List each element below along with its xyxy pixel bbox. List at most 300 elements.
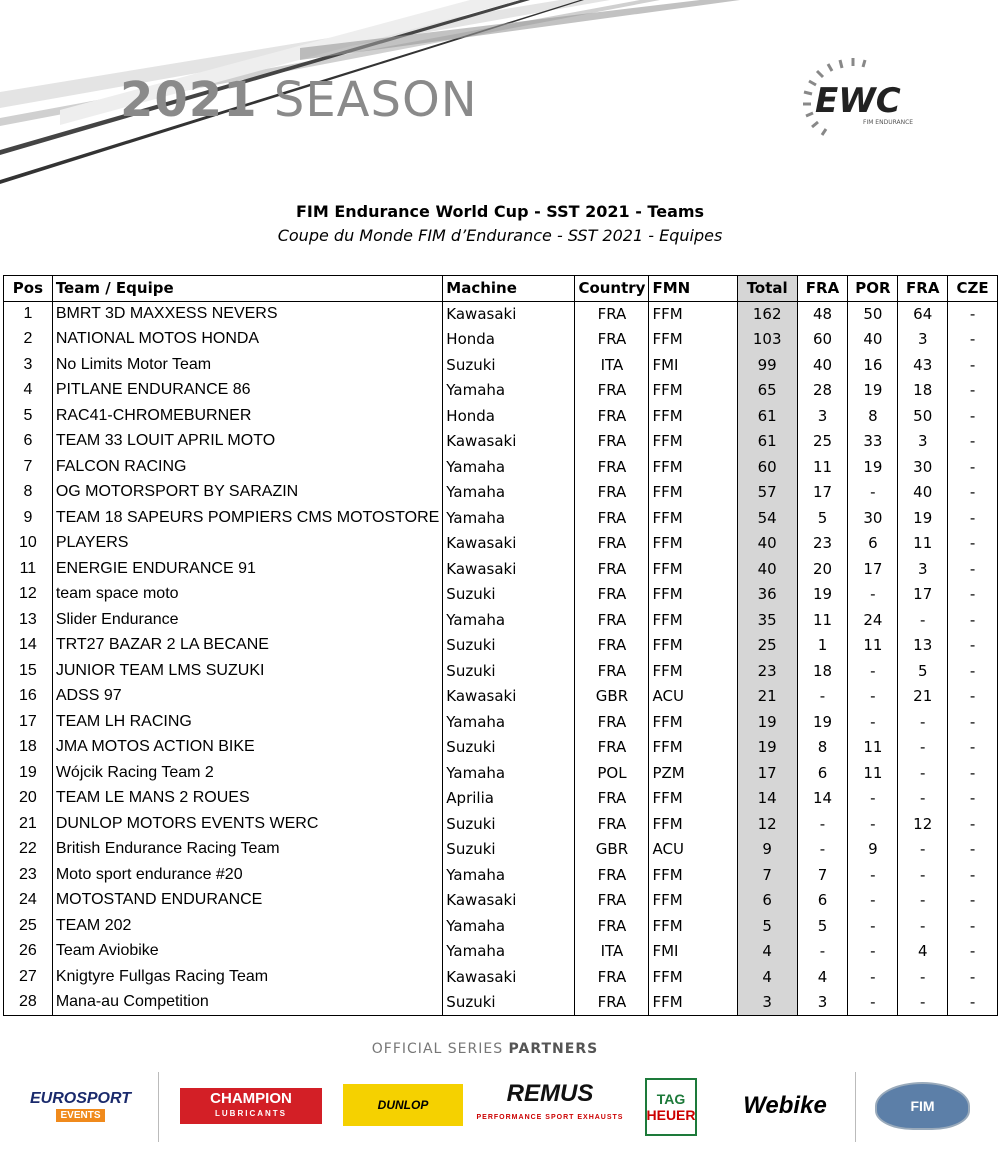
table-row [4, 939, 998, 965]
team-cell: TEAM 33 LOUIT APRIL MOTO [52, 429, 442, 455]
team-cell: RAC41-CHROMEBURNER [52, 403, 442, 429]
race-fra-1-cell: 48 [797, 301, 848, 327]
season-title [120, 72, 478, 128]
team-cell: Mana-au Competition [52, 990, 442, 1016]
table-row [4, 582, 998, 608]
total-cell: 7 [737, 862, 797, 888]
pos-cell: 17 [4, 709, 53, 735]
machine-cell: Yamaha [443, 505, 575, 531]
race-cze-cell: - [948, 352, 998, 378]
total-cell: 99 [737, 352, 797, 378]
fmn-cell: FFM [649, 862, 737, 888]
pos-cell: 3 [4, 352, 53, 378]
table-row [4, 327, 998, 353]
fmn-cell: FFM [649, 429, 737, 455]
fmn-cell: FFM [649, 888, 737, 914]
race-fra-1-cell: 14 [797, 786, 848, 812]
table-row [4, 633, 998, 659]
race-fra-2-cell: - [898, 990, 948, 1016]
race-cze-cell: - [948, 964, 998, 990]
race-por-cell: - [848, 888, 898, 914]
country-cell: FRA [575, 429, 649, 455]
team-cell: ENERGIE ENDURANCE 91 [52, 556, 442, 582]
race-fra-1-cell: 18 [797, 658, 848, 684]
fmn-cell: FFM [649, 454, 737, 480]
total-cell: 4 [737, 939, 797, 965]
partners-label-prefix: OFFICIAL SERIES [371, 1041, 504, 1057]
pos-cell: 4 [4, 378, 53, 404]
race-cze-cell: - [948, 837, 998, 863]
race-por-cell: - [848, 786, 898, 812]
webike-logo [730, 1090, 840, 1122]
country-cell: FRA [575, 990, 649, 1016]
race-fra-1-cell: 5 [797, 913, 848, 939]
pos-cell: 2 [4, 327, 53, 353]
race-por-cell: 33 [848, 429, 898, 455]
country-cell: FRA [575, 862, 649, 888]
fmn-cell: FFM [649, 735, 737, 761]
table-row [4, 862, 998, 888]
team-cell: Slider Endurance [52, 607, 442, 633]
race-fra-2-cell: - [898, 862, 948, 888]
race-fra-1-cell: 3 [797, 403, 848, 429]
fmn-cell: PZM [649, 760, 737, 786]
pos-cell: 9 [4, 505, 53, 531]
race-cze-cell: - [948, 888, 998, 914]
race-por-cell: 30 [848, 505, 898, 531]
race-por-cell: 9 [848, 837, 898, 863]
race-por-cell: 11 [848, 735, 898, 761]
machine-cell: Yamaha [443, 709, 575, 735]
fmn-cell: FFM [649, 582, 737, 608]
country-cell: FRA [575, 786, 649, 812]
header-fmn: FMN [649, 276, 737, 302]
pos-cell: 6 [4, 429, 53, 455]
total-cell: 9 [737, 837, 797, 863]
total-cell: 65 [737, 378, 797, 404]
race-fra-2-cell: 40 [898, 480, 948, 506]
standings-table [3, 275, 998, 1016]
webike-logo-text: Webike [743, 1092, 827, 1119]
race-cze-cell: - [948, 760, 998, 786]
race-fra-1-cell: 6 [797, 760, 848, 786]
fmn-cell: FFM [649, 633, 737, 659]
race-fra-2-cell: - [898, 913, 948, 939]
race-fra-2-cell: - [898, 607, 948, 633]
team-cell: Wójcik Racing Team 2 [52, 760, 442, 786]
season-year: 2021 [120, 72, 258, 128]
race-cze-cell: - [948, 301, 998, 327]
machine-cell: Yamaha [443, 607, 575, 633]
race-fra-1-cell: 11 [797, 607, 848, 633]
race-cze-cell: - [948, 607, 998, 633]
country-cell: FRA [575, 327, 649, 353]
machine-cell: Honda [443, 403, 575, 429]
country-cell: FRA [575, 913, 649, 939]
race-por-cell: - [848, 480, 898, 506]
pos-cell: 21 [4, 811, 53, 837]
table-row [4, 760, 998, 786]
total-cell: 4 [737, 964, 797, 990]
fmn-cell: FFM [649, 913, 737, 939]
country-cell: POL [575, 760, 649, 786]
title-sub: Coupe du Monde FIM d’Endurance - SST 2021 - Equipes [277, 226, 723, 245]
race-fra-1-cell: 4 [797, 964, 848, 990]
race-fra-2-cell: 18 [898, 378, 948, 404]
total-cell: 36 [737, 582, 797, 608]
ewc-logo-subtext: FIM ENDURANCE [863, 119, 914, 126]
header-machine: Machine [443, 276, 575, 302]
race-cze-cell: - [948, 429, 998, 455]
pos-cell: 12 [4, 582, 53, 608]
total-cell: 23 [737, 658, 797, 684]
table-row [4, 913, 998, 939]
race-cze-cell: - [948, 735, 998, 761]
race-fra-1-cell: 5 [797, 505, 848, 531]
country-cell: GBR [575, 684, 649, 710]
table-row [4, 454, 998, 480]
total-cell: 21 [737, 684, 797, 710]
team-cell: PLAYERS [52, 531, 442, 557]
race-por-cell: 8 [848, 403, 898, 429]
fmn-cell: FFM [649, 990, 737, 1016]
team-cell: TEAM LE MANS 2 ROUES [52, 786, 442, 812]
race-fra-1-cell: - [797, 684, 848, 710]
eurosport-logo-text: EUROSPORT [29, 1090, 132, 1107]
race-por-cell: 17 [848, 556, 898, 582]
remus-logo-text: REMUS [506, 1080, 594, 1107]
race-por-cell: 40 [848, 327, 898, 353]
race-fra-2-cell: - [898, 837, 948, 863]
fmn-cell: FFM [649, 327, 737, 353]
total-cell: 162 [737, 301, 797, 327]
machine-cell: Suzuki [443, 990, 575, 1016]
pos-cell: 19 [4, 760, 53, 786]
race-fra-1-cell: 1 [797, 633, 848, 659]
team-cell: TEAM LH RACING [52, 709, 442, 735]
race-fra-2-cell: - [898, 888, 948, 914]
race-por-cell: - [848, 709, 898, 735]
race-fra-2-cell: 13 [898, 633, 948, 659]
champion-logo-text: CHAMPION [210, 1090, 292, 1107]
team-cell: TEAM 18 SAPEURS POMPIERS CMS MOTOSTORE [52, 505, 442, 531]
machine-cell: Honda [443, 327, 575, 353]
race-cze-cell: - [948, 556, 998, 582]
team-cell: No Limits Motor Team [52, 352, 442, 378]
total-cell: 17 [737, 760, 797, 786]
race-cze-cell: - [948, 582, 998, 608]
total-cell: 61 [737, 403, 797, 429]
race-cze-cell: - [948, 913, 998, 939]
machine-cell: Suzuki [443, 658, 575, 684]
country-cell: FRA [575, 709, 649, 735]
team-cell: JMA MOTOS ACTION BIKE [52, 735, 442, 761]
machine-cell: Yamaha [443, 913, 575, 939]
race-cze-cell: - [948, 658, 998, 684]
fim-logo-text: FIM [910, 1098, 935, 1114]
champion-lubricants-text: LUBRICANTS [215, 1109, 287, 1118]
race-cze-cell: - [948, 480, 998, 506]
machine-cell: Yamaha [443, 862, 575, 888]
race-cze-cell: - [948, 990, 998, 1016]
machine-cell: Kawasaki [443, 556, 575, 582]
table-row [4, 378, 998, 404]
race-por-cell: 50 [848, 301, 898, 327]
country-cell: FRA [575, 378, 649, 404]
race-fra-2-cell: - [898, 786, 948, 812]
machine-cell: Kawasaki [443, 429, 575, 455]
table-row [4, 403, 998, 429]
total-cell: 61 [737, 429, 797, 455]
pos-cell: 13 [4, 607, 53, 633]
race-cze-cell: - [948, 786, 998, 812]
total-cell: 3 [737, 990, 797, 1016]
header-race-por: POR [848, 276, 898, 302]
pos-cell: 10 [4, 531, 53, 557]
fmn-cell: FFM [649, 505, 737, 531]
machine-cell: Aprilia [443, 786, 575, 812]
fmn-cell: FFM [649, 480, 737, 506]
fmn-cell: FFM [649, 301, 737, 327]
race-fra-2-cell: - [898, 760, 948, 786]
machine-cell: Kawasaki [443, 888, 575, 914]
header-country: Country [575, 276, 649, 302]
race-fra-1-cell: 11 [797, 454, 848, 480]
remus-tagline: PERFORMANCE SPORT EXHAUSTS [476, 1114, 624, 1121]
table-row [4, 531, 998, 557]
race-cze-cell: - [948, 684, 998, 710]
total-cell: 57 [737, 480, 797, 506]
race-fra-1-cell: 40 [797, 352, 848, 378]
race-fra-1-cell: 19 [797, 582, 848, 608]
table-row [4, 684, 998, 710]
machine-cell: Suzuki [443, 837, 575, 863]
race-por-cell: - [848, 964, 898, 990]
country-cell: FRA [575, 403, 649, 429]
pos-cell: 15 [4, 658, 53, 684]
race-por-cell: 11 [848, 633, 898, 659]
fmn-cell: FFM [649, 709, 737, 735]
race-fra-1-cell: 60 [797, 327, 848, 353]
country-cell: FRA [575, 556, 649, 582]
race-cze-cell: - [948, 378, 998, 404]
fmn-cell: FFM [649, 556, 737, 582]
team-cell: DUNLOP MOTORS EVENTS WERC [52, 811, 442, 837]
tag-logo-text: TAG [656, 1091, 686, 1107]
table-row [4, 505, 998, 531]
race-fra-2-cell: 21 [898, 684, 948, 710]
race-fra-1-cell: - [797, 939, 848, 965]
race-fra-1-cell: 23 [797, 531, 848, 557]
race-por-cell: - [848, 658, 898, 684]
fmn-cell: FFM [649, 378, 737, 404]
team-cell: FALCON RACING [52, 454, 442, 480]
pos-cell: 25 [4, 913, 53, 939]
team-cell: Moto sport endurance #20 [52, 862, 442, 888]
machine-cell: Kawasaki [443, 301, 575, 327]
fmn-cell: FMI [649, 939, 737, 965]
partner-divider [855, 1072, 856, 1142]
race-fra-2-cell: 12 [898, 811, 948, 837]
race-fra-2-cell: 19 [898, 505, 948, 531]
table-row [4, 735, 998, 761]
fmn-cell: FFM [649, 607, 737, 633]
pos-cell: 5 [4, 403, 53, 429]
race-fra-2-cell: 3 [898, 556, 948, 582]
race-fra-1-cell: 3 [797, 990, 848, 1016]
country-cell: FRA [575, 505, 649, 531]
table-row [4, 352, 998, 378]
race-fra-2-cell: 4 [898, 939, 948, 965]
header-race-fra-2: FRA [898, 276, 948, 302]
race-fra-2-cell: 43 [898, 352, 948, 378]
team-cell: team space moto [52, 582, 442, 608]
header-total: Total [737, 276, 797, 302]
race-por-cell: 19 [848, 378, 898, 404]
race-por-cell: - [848, 684, 898, 710]
team-cell: TRT27 BAZAR 2 LA BECANE [52, 633, 442, 659]
race-cze-cell: - [948, 633, 998, 659]
fmn-cell: FMI [649, 352, 737, 378]
race-fra-1-cell: 25 [797, 429, 848, 455]
country-cell: FRA [575, 735, 649, 761]
ewc-logo-text: EWC [815, 81, 901, 121]
machine-cell: Kawasaki [443, 531, 575, 557]
country-cell: FRA [575, 582, 649, 608]
table-row [4, 301, 998, 327]
team-cell: ADSS 97 [52, 684, 442, 710]
pos-cell: 22 [4, 837, 53, 863]
race-por-cell: 11 [848, 760, 898, 786]
fmn-cell: FFM [649, 786, 737, 812]
machine-cell: Yamaha [443, 454, 575, 480]
pos-cell: 16 [4, 684, 53, 710]
race-por-cell: - [848, 913, 898, 939]
race-fra-2-cell: - [898, 735, 948, 761]
race-fra-2-cell: 64 [898, 301, 948, 327]
team-cell: NATIONAL MOTOS HONDA [52, 327, 442, 353]
race-por-cell: - [848, 811, 898, 837]
machine-cell: Suzuki [443, 735, 575, 761]
table-row [4, 888, 998, 914]
partners-label [0, 1041, 970, 1057]
header-pos: Pos [4, 276, 53, 302]
race-fra-1-cell: - [797, 811, 848, 837]
country-cell: FRA [575, 658, 649, 684]
race-fra-1-cell: 19 [797, 709, 848, 735]
machine-cell: Yamaha [443, 760, 575, 786]
machine-cell: Suzuki [443, 633, 575, 659]
race-cze-cell: - [948, 531, 998, 557]
race-cze-cell: - [948, 327, 998, 353]
race-cze-cell: - [948, 505, 998, 531]
table-row [4, 811, 998, 837]
race-cze-cell: - [948, 454, 998, 480]
country-cell: FRA [575, 480, 649, 506]
race-por-cell: 19 [848, 454, 898, 480]
total-cell: 19 [737, 735, 797, 761]
team-cell: JUNIOR TEAM LMS SUZUKI [52, 658, 442, 684]
champion-lubricants-logo [180, 1088, 322, 1124]
table-header-row [4, 276, 998, 302]
race-por-cell: - [848, 582, 898, 608]
season-word: SEASON [273, 72, 478, 128]
country-cell: FRA [575, 531, 649, 557]
race-fra-1-cell: 8 [797, 735, 848, 761]
total-cell: 19 [737, 709, 797, 735]
race-fra-2-cell: 50 [898, 403, 948, 429]
table-row [4, 990, 998, 1016]
race-cze-cell: - [948, 403, 998, 429]
partner-divider [158, 1072, 159, 1142]
total-cell: 35 [737, 607, 797, 633]
title-main: FIM Endurance World Cup - SST 2021 - Teams [295, 202, 705, 221]
country-cell: FRA [575, 964, 649, 990]
total-cell: 14 [737, 786, 797, 812]
race-fra-1-cell: 17 [797, 480, 848, 506]
country-cell: FRA [575, 607, 649, 633]
race-fra-2-cell: - [898, 709, 948, 735]
machine-cell: Yamaha [443, 480, 575, 506]
remus-logo [475, 1080, 625, 1124]
pos-cell: 14 [4, 633, 53, 659]
document-titles [0, 200, 1000, 248]
machine-cell: Suzuki [443, 811, 575, 837]
team-cell: Team Aviobike [52, 939, 442, 965]
pos-cell: 8 [4, 480, 53, 506]
race-por-cell: - [848, 990, 898, 1016]
team-cell: MOTOSTAND ENDURANCE [52, 888, 442, 914]
eurosport-events-logo [18, 1086, 143, 1126]
race-fra-2-cell: 3 [898, 429, 948, 455]
total-cell: 25 [737, 633, 797, 659]
race-fra-2-cell: - [898, 964, 948, 990]
table-row [4, 480, 998, 506]
fmn-cell: FFM [649, 403, 737, 429]
partners-label-bold: PARTNERS [508, 1041, 599, 1057]
race-cze-cell: - [948, 811, 998, 837]
pos-cell: 20 [4, 786, 53, 812]
heuer-logo-text: HEUER [646, 1107, 696, 1123]
machine-cell: Yamaha [443, 378, 575, 404]
table-row [4, 607, 998, 633]
fmn-cell: FFM [649, 531, 737, 557]
fmn-cell: FFM [649, 964, 737, 990]
pos-cell: 1 [4, 301, 53, 327]
header-race-fra-1: FRA [797, 276, 848, 302]
table-row [4, 964, 998, 990]
fmn-cell: FFM [649, 811, 737, 837]
ewc-logo [785, 52, 930, 142]
race-fra-2-cell: 5 [898, 658, 948, 684]
fmn-cell: ACU [649, 837, 737, 863]
dunlop-logo [343, 1084, 463, 1126]
team-cell: PITLANE ENDURANCE 86 [52, 378, 442, 404]
header-team: Team / Equipe [52, 276, 442, 302]
country-cell: ITA [575, 352, 649, 378]
partners-strip [0, 1070, 1000, 1145]
race-fra-1-cell: - [797, 837, 848, 863]
race-cze-cell: - [948, 862, 998, 888]
fmn-cell: ACU [649, 684, 737, 710]
team-cell: Knigtyre Fullgas Racing Team [52, 964, 442, 990]
race-fra-2-cell: 17 [898, 582, 948, 608]
country-cell: FRA [575, 633, 649, 659]
pos-cell: 23 [4, 862, 53, 888]
table-row [4, 429, 998, 455]
total-cell: 6 [737, 888, 797, 914]
total-cell: 103 [737, 327, 797, 353]
